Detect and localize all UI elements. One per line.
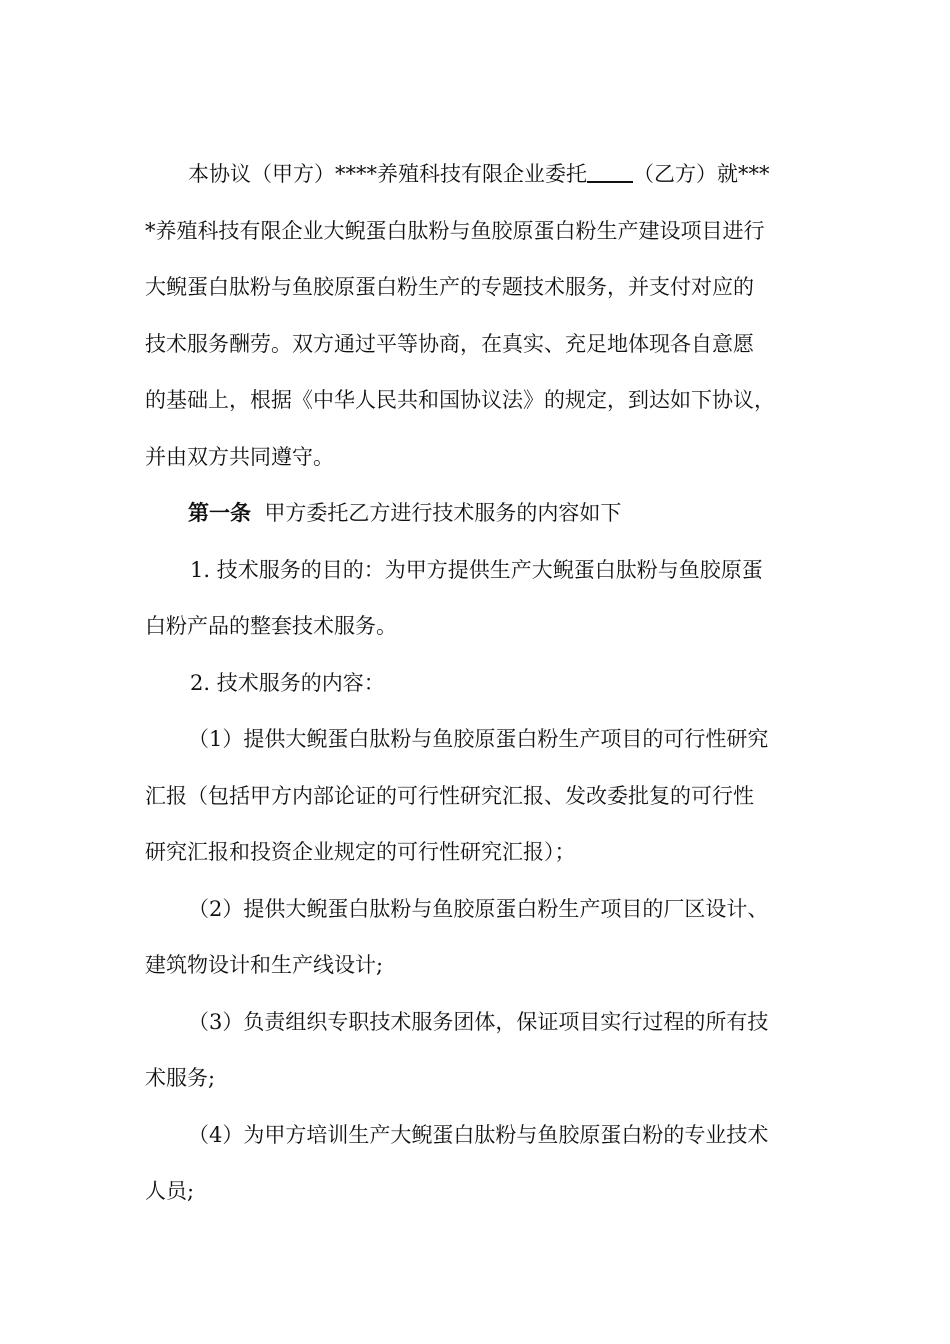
sub-item-3-line-1: （3）负责组织专职技术服务团体，保证项目实行过程的所有技 (188, 1009, 769, 1034)
document-page (145, 146, 805, 1220)
preamble-line-2: *养殖科技有限企业大鲵蛋白肽粉与鱼胶原蛋白粉生产建设项目进行 (145, 218, 765, 243)
item-1-line-2: 白粉产品的整套技术服务。 (145, 614, 397, 638)
preamble-line-1 (145, 146, 805, 203)
sub-item-1-paragraph (145, 711, 805, 881)
item-2-paragraph (145, 655, 805, 712)
sub-item-1-line-2: 汇报（包括甲方内部论证的可行性研究汇报、发改委批复的可行性 (145, 783, 754, 808)
preamble-line-6: 并由双方共同遵守。 (145, 444, 334, 469)
sub-item-2-line-2: 建筑物设计和生产线设计; (145, 953, 384, 977)
article-1-title: 第一条 (188, 500, 251, 525)
sub-item-4-paragraph (145, 1107, 805, 1220)
preamble-line-4: 技术服务酬劳。双方通过平等协商，在真实、充足地体现各自意愿 (145, 331, 754, 356)
preamble-line-5: 的基础上，根据《中华人民共和国协议法》的规定，到达如下协议， (145, 388, 775, 412)
sub-item-1-line-1: （1）提供大鲵蛋白肽粉与鱼胶原蛋白粉生产项目的可行性研究 (188, 727, 769, 751)
sub-item-4-line-2: 人员; (145, 1179, 195, 1203)
article-1-heading-text: 甲方委托乙方进行技术服务的内容如下 (264, 501, 622, 525)
item-1-line-1: 1. 技术服务的目的：为甲方提供生产大鲵蛋白肽粉与鱼胶原蛋 (190, 557, 763, 582)
sub-item-2-line-1: （2）提供大鲵蛋白肽粉与鱼胶原蛋白粉生产项目的厂区设计、 (188, 896, 769, 921)
sub-item-3-line-2: 术服务; (145, 1066, 216, 1090)
sub-item-1-line-3: 研究汇报和投资企业规定的可行性研究汇报）； (145, 840, 576, 864)
article-1-heading (145, 485, 805, 542)
preamble-line-3: 大鲵蛋白肽粉与鱼胶原蛋白粉生产的专题技术服务，并支付对应的 (145, 275, 754, 299)
item-2-line-1: 2. 技术服务的内容： (190, 670, 385, 695)
preamble-line-1-text-a: 本协议（甲方）****养殖科技有限企业委托 (188, 162, 587, 186)
preamble-line-1-text-b: （乙方）就*** (633, 162, 770, 186)
sub-item-2-paragraph (145, 881, 805, 994)
sub-item-3-paragraph (145, 994, 805, 1107)
item-1-paragraph (145, 542, 805, 655)
sub-item-4-line-1: （4）为甲方培训生产大鲵蛋白肽粉与鱼胶原蛋白粉的专业技术 (188, 1122, 769, 1147)
preamble-paragraph (145, 146, 805, 485)
blank-underline (587, 161, 633, 183)
article-1-line (145, 485, 805, 542)
